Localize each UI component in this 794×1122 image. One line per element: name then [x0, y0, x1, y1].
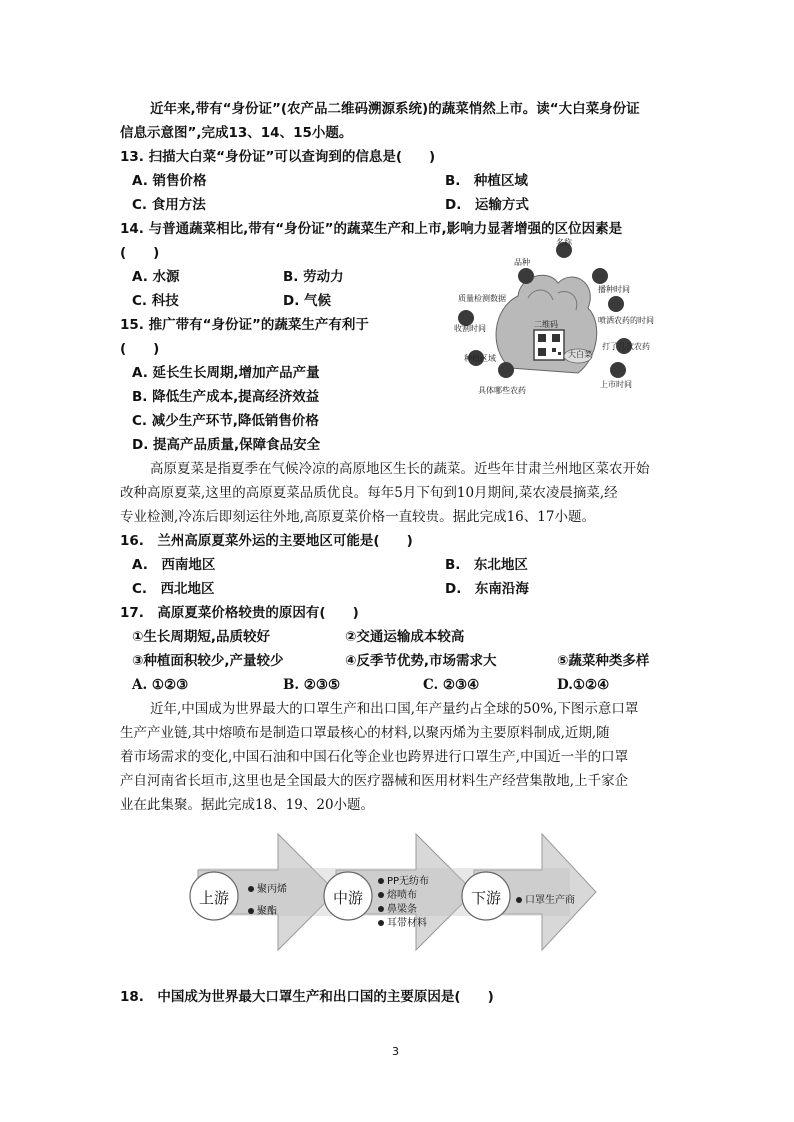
- intro2-line2: 改种高原夏菜,这里的高原夏菜品质优良。每年5月下旬到10月期间,菜农凌晨摘菜,经: [120, 485, 618, 501]
- q13-option-a[interactable]: A. 销售价格: [132, 173, 207, 189]
- q13-option-b[interactable]: B. 种植区域: [445, 173, 528, 189]
- stage-upstream: 上游: [199, 889, 230, 907]
- intro1-line2: 信息示意图”,完成13、14、15小题。: [120, 125, 353, 141]
- q17-option-a[interactable]: A. ①②③: [132, 677, 189, 693]
- q14-option-c[interactable]: C. 科技: [132, 293, 179, 309]
- label-sowing-time: 播种时间: [598, 285, 630, 294]
- mask-industry-chain-diagram: [186, 830, 598, 970]
- midstream-item-3: 鼻梁条: [378, 900, 417, 915]
- variety-icon: [518, 268, 534, 284]
- q15-option-a[interactable]: A. 延长生长周期,增加产品产量: [132, 365, 320, 381]
- q14-option-a[interactable]: A. 水源: [132, 269, 180, 285]
- q16-option-b[interactable]: B. 东北地区: [445, 557, 528, 573]
- label-qr-code: 二维码: [534, 320, 558, 329]
- q16-option-c[interactable]: C. 西北地区: [132, 581, 215, 597]
- cabbage-id-diagram: [448, 238, 658, 400]
- timer-icon: [608, 296, 624, 312]
- label-market-time: 上市时间: [600, 380, 632, 389]
- intro3-line5: 业在此集聚。据此完成18、19、20小题。: [120, 797, 375, 813]
- label-quality-data: 质量检测数据: [458, 294, 506, 303]
- upstream-item-2: 聚酯: [248, 902, 277, 917]
- upstream-item-1: 聚丙烯: [248, 880, 287, 895]
- q17-option-c[interactable]: C. ②③④: [423, 677, 480, 693]
- q14-paren: ( ): [120, 245, 160, 261]
- pesticide-icon: [498, 362, 514, 378]
- intro2-line1: 高原夏菜是指夏季在气候冷凉的高原地区生长的蔬菜。近些年甘肃兰州地区菜农开始: [150, 461, 650, 477]
- page-number: 3: [392, 1045, 399, 1058]
- intro2-line3: 专业检测,冷冻后即刻运往外地,高原夏菜价格一直较贵。据此完成16、17小题。: [120, 509, 595, 525]
- label-pesticides: 具体哪些农药: [478, 386, 526, 395]
- q17-option-b[interactable]: B. ②③⑤: [283, 677, 341, 693]
- q17-item-2: ②交通运输成本较高: [345, 629, 465, 645]
- q16-option-d[interactable]: D. 东南沿海: [445, 581, 529, 597]
- q17-stem: 17. 高原夏菜价格较贵的原因有( ): [120, 605, 359, 621]
- q14-stem: 14. 与普通蔬菜相比,带有“身份证”的蔬菜生产和上市,影响力显著增强的区位因素是: [120, 221, 623, 237]
- q18-stem: 18. 中国成为世界最大口罩生产和出口国的主要原因是( ): [120, 989, 494, 1005]
- midstream-item-1: PP无纺布: [378, 872, 429, 887]
- calendar-icon: [592, 268, 608, 284]
- label-name: 名称: [556, 238, 572, 247]
- q15-stem: 15. 推广带有“身份证”的蔬菜生产有利于: [120, 317, 369, 333]
- intro3-line1: 近年,中国成为世界最大的口罩生产和出口国,年产量约占全球的50%,下图示意口罩: [150, 701, 639, 717]
- intro3-line2: 生产产业链,其中熔喷布是制造口罩最核心的材料,以聚丙烯为主要原料制成,近期,随: [120, 725, 610, 741]
- q17-item-4: ④反季节优势,市场需求大: [345, 653, 497, 669]
- q16-option-a[interactable]: A. 西南地区: [132, 557, 216, 573]
- label-cabbage: 大白菜: [568, 350, 592, 359]
- q13-option-c[interactable]: C. 食用方法: [132, 197, 206, 213]
- intro3-line4: 产自河南省长垣市,这里也是全国最大的医疗器械和医用材料生产经营集散地,上千家企: [120, 773, 629, 789]
- q13-option-d[interactable]: D. 运输方式: [445, 197, 529, 213]
- q15-option-b[interactable]: B. 降低生产成本,提高经济效益: [132, 389, 320, 405]
- intro3-line3: 着市场需求的变化,中国石油和中国石化等企业也跨界进行口罩生产,中国近一半的口罩: [120, 749, 629, 765]
- label-variety: 品种: [514, 258, 530, 267]
- q14-option-d[interactable]: D. 气候: [283, 293, 332, 309]
- downstream-item-1: 口罩生产商: [516, 891, 575, 906]
- q17-option-d[interactable]: D.①②④: [557, 677, 610, 693]
- q17-item-5: ⑤蔬菜种类多样: [557, 653, 650, 669]
- q14-option-b[interactable]: B. 劳动力: [283, 269, 344, 285]
- q17-item-3: ③种植面积较少,产量较少: [132, 653, 284, 669]
- label-harvest-time: 收割时间: [454, 324, 486, 333]
- stage-midstream: 中游: [333, 889, 364, 907]
- midstream-item-4: 耳带材料: [378, 914, 427, 929]
- q13-stem: 13. 扫描大白菜“身份证”可以查询到的信息是( ): [120, 149, 436, 165]
- q16-stem: 16. 兰州高原夏菜外运的主要地区可能是( ): [120, 533, 413, 549]
- label-spray-time: 喷洒农药的时间: [598, 316, 654, 325]
- q15-option-d[interactable]: D. 提高产品质量,保障食品安全: [132, 437, 321, 453]
- stage-downstream: 下游: [471, 889, 502, 907]
- market-icon: [610, 362, 626, 378]
- label-spray-count: 打了几次农药: [602, 342, 650, 351]
- midstream-item-2: 熔喷布: [378, 886, 417, 901]
- q15-paren: ( ): [120, 341, 160, 357]
- label-region: 种植区域: [464, 354, 496, 363]
- intro1-line1: 近年来,带有“身份证”(农产品二维码溯源系统)的蔬菜悄然上市。读“大白菜身份证: [150, 101, 640, 117]
- q15-option-c[interactable]: C. 减少生产环节,降低销售价格: [132, 413, 319, 429]
- q17-item-1: ①生长周期短,品质较好: [132, 629, 271, 645]
